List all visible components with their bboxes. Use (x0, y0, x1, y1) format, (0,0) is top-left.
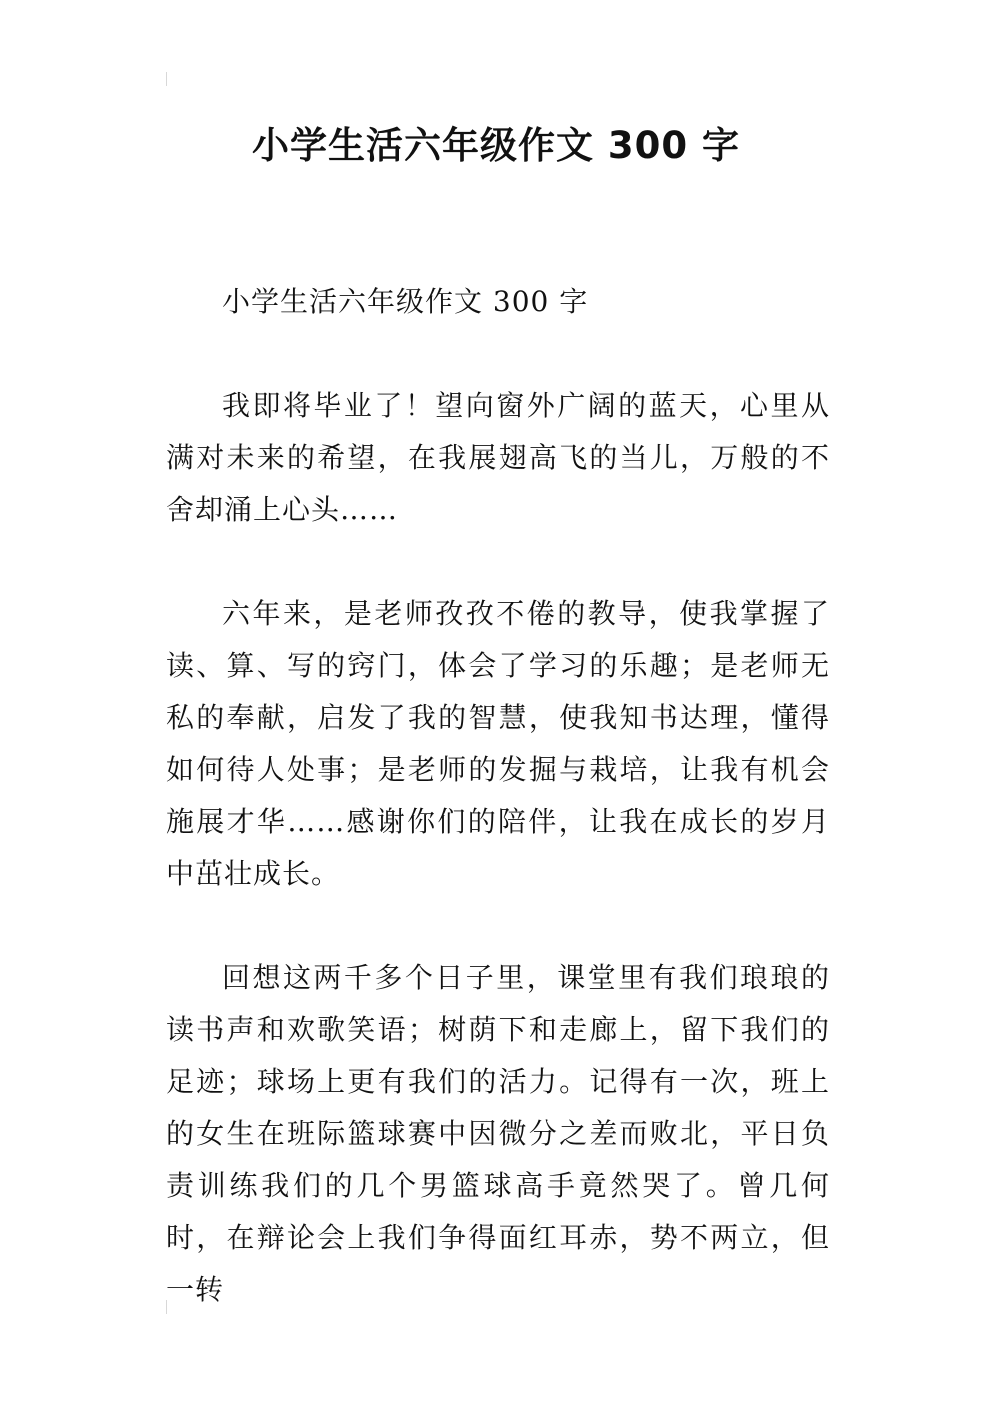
page-corner-mark-top (166, 72, 167, 86)
paragraph-1: 我即将毕业了！望向窗外广阔的蓝天，心里从满对未来的希望，在我展翅高飞的当儿，万般的不舍却涌上心头…… (166, 389, 830, 526)
paragraph-3: 回想这两千多个日子里，课堂里有我们琅琅的读书声和欢歌笑语；树荫下和走廊上，留下我们的足迹；球场上更有我们的活力。记得有一次，班上的女生在班际篮球赛中因微分之差而败北，平日负责训练我们的几个男篮球高手竟然哭了。曾几何时，在辩论会上我们争得面红耳赤，势不两立，但一转 (166, 961, 830, 1306)
paragraph-2: 六年来，是老师孜孜不倦的教导，使我掌握了读、算、写的窍门，体会了学习的乐趣；是老师无私的奉献，启发了我的智慧，使我知书达理，懂得如何待人处事；是老师的发掘与栽培，让我有机会施展才华……感谢你们的陪伴，让我在成长的岁月中茁壮成长。 (166, 597, 830, 890)
document-body (166, 276, 830, 1368)
document-title: 小学生活六年级作文 300 字 (252, 124, 740, 167)
document-subtitle: 小学生活六年级作文 300 字 (222, 285, 589, 318)
